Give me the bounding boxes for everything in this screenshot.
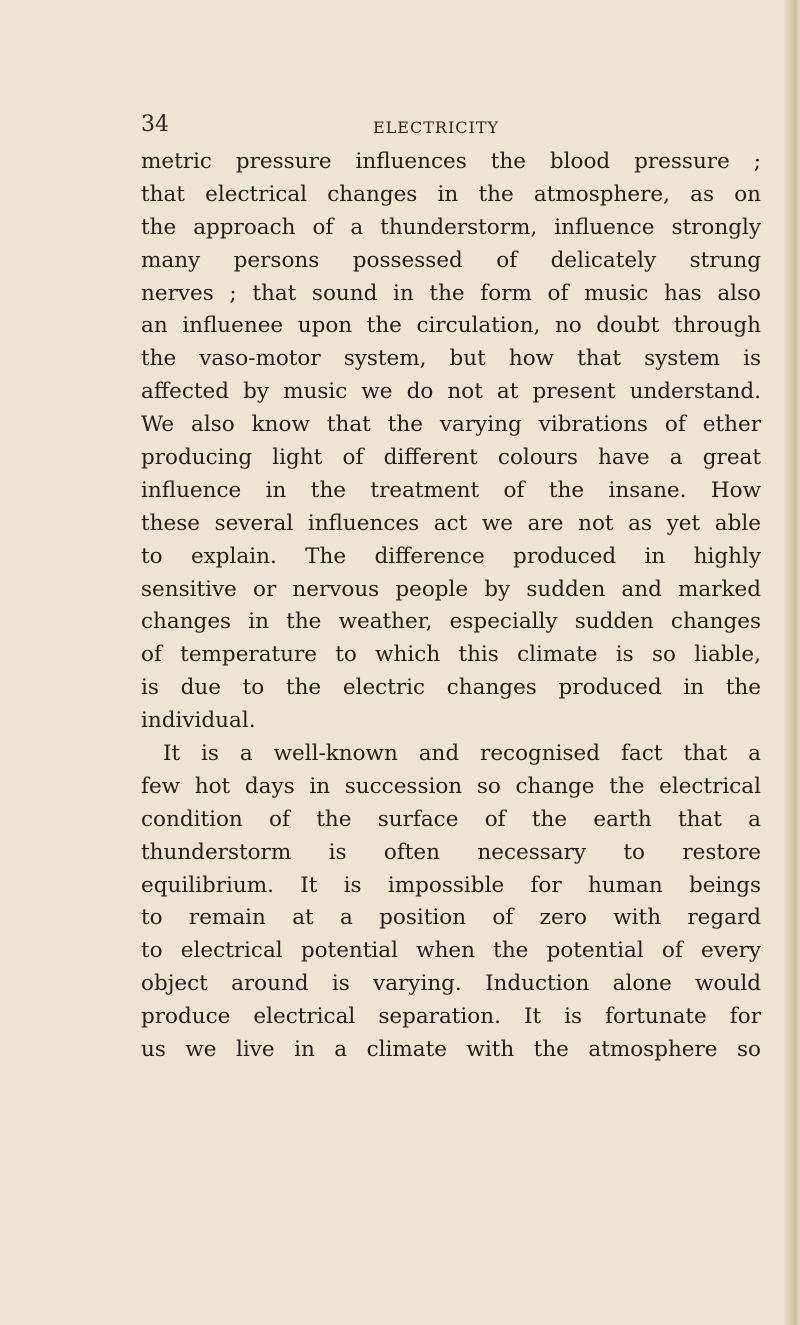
text-line: producing light of different colours have a great (141, 445, 761, 471)
text-line: changes in the weather, especially sudden changes (141, 609, 761, 635)
text-line: condition of the surface of the earth that a (141, 806, 761, 832)
text-line: is due to the electric changes produced in the (141, 675, 761, 701)
text-line: produce electrical separation. It is fortunate for (141, 1004, 761, 1030)
page-number: 34 (141, 112, 169, 137)
text-line: to remain at a position of zero with regard (141, 905, 761, 931)
text-line: metric pressure influences the blood pressure ; (141, 149, 761, 174)
text-line: object around is varying. Induction alone would (141, 971, 761, 997)
text-line: influence in the treatment of the insane. How (141, 477, 761, 503)
text-line: equilibrium. It is impossible for human beings (141, 872, 761, 898)
text-line: thunderstorm is often necessary to restore (141, 839, 761, 865)
text-line: We also know that the varying vibrations of ether (141, 412, 761, 438)
page-edge-shadow (784, 0, 800, 1325)
text-line: sensitive or nervous people by sudden and marked (141, 576, 761, 602)
text-line: many persons possessed of delicately strung (141, 247, 761, 273)
page-header (141, 112, 761, 142)
text-line: affected by music we do not at present understand. (141, 379, 761, 405)
text-line: the vaso-motor system, but how that system is (141, 346, 761, 372)
paragraph-end-line: individual. (141, 708, 256, 734)
paragraph-start-line: It is a well-known and recognised fact that a (163, 741, 761, 767)
text-line: that electrical changes in the atmosphere, as on (141, 181, 761, 207)
text-line: to explain. The difference produced in highly (141, 543, 761, 569)
text-line: these several influences act we are not as yet able (141, 510, 761, 536)
text-line: the approach of a thunderstorm, influence strongly (141, 214, 761, 240)
text-line: of temperature to which this climate is so liable, (141, 642, 761, 668)
text-line: an influenee upon the circulation, no doubt through (141, 313, 761, 339)
text-line: nerves ; that sound in the form of music has also (141, 280, 761, 306)
text-line: to electrical potential when the potential of every (141, 938, 761, 964)
text-line: us we live in a climate with the atmosphere so (141, 1037, 761, 1063)
body-text (141, 146, 761, 1067)
text-line: few hot days in succession so change the electrical (141, 773, 761, 799)
running-title: ELECTRICITY (373, 118, 500, 137)
